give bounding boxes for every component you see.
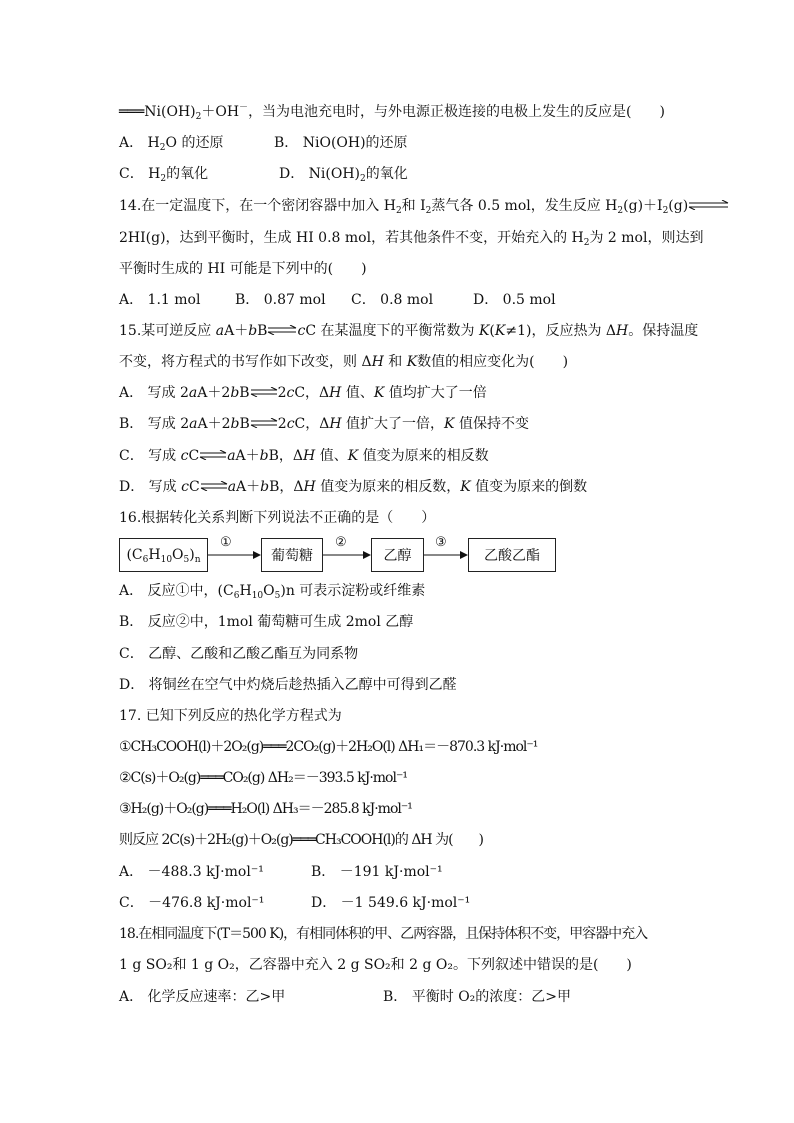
q18-option-a[interactable]: A． 化学反应速率：乙>甲: [119, 989, 286, 1005]
flow-step-1-label: ①: [220, 535, 232, 550]
flow-box-polysaccharide: $(C_6H_{10}O_5)_n$: [119, 538, 208, 572]
q18-options-row1: [119, 987, 572, 1007]
q17-option-a[interactable]: A． －488.3 kJ·mol⁻¹: [119, 864, 264, 880]
q17-reaction-2: ②C(s)＋O₂(g)═══CO₂(g) ΔH₂＝－393.5 kJ·mol⁻¹: [119, 770, 407, 786]
q16-stem: 16.根据转化关系判断下列说法不正确的是（ ）: [119, 510, 436, 526]
q17-option-c[interactable]: C． －476.8 kJ·mol⁻¹: [119, 895, 265, 911]
equilibrium-arrow-icon: [200, 479, 228, 495]
q16-option-d[interactable]: D． 将铜丝在空气中灼烧后趁热插入乙醇中可得到乙醛: [119, 677, 457, 693]
flow-box-ethanol: 乙醇: [371, 538, 424, 572]
q17-option-d[interactable]: D． －1 549.6 kJ·mol⁻¹: [311, 895, 471, 911]
q13-continuation: $═══Ni(OH)_2+OH^-$，当为电池充电时，与外电源正极连接的电极上发生的反应是( ): [119, 103, 665, 122]
equilibrium-arrow-icon: [250, 385, 278, 401]
q17-reaction-1: ①CH₃COOH(l)＋2O₂(g)═══2CO₂(g)＋2H₂O(l) ΔH₁＝－870.3 kJ·mol⁻¹: [119, 739, 538, 755]
q17-reaction-3: ③H₂(g)＋O₂(g)═══H₂O(l) ΔH₃＝－285.8 kJ·mol⁻¹: [119, 801, 412, 817]
q14-stem-line2: 2HI(g)，达到平衡时，生成 HI 0.8 mol，若其他条件不变，开始充入的 $H_2$为 2 mol，则达到: [119, 230, 704, 248]
q15-stem-line1: 15.某可逆反应 aA＋bB cC 在某温度下的平衡常数为 K(K≠1)，反应热为 ΔH。保持温度: [119, 323, 699, 339]
q17-stem: 17. 已知下列反应的热化学方程式为: [119, 708, 342, 724]
q14-stem-line3: 平衡时生成的 HI 可能是下列中的( ): [119, 261, 367, 277]
q13-option-c[interactable]: C． $H_2$的氧化: [119, 166, 209, 184]
q15-option-b[interactable]: B． 写成 2aA＋2bB 2cC，ΔH 值扩大了一倍，K 值保持不变: [119, 416, 529, 432]
q13-options-row1: [119, 133, 408, 153]
q17-option-b[interactable]: B． －191 kJ·mol⁻¹: [311, 864, 443, 880]
flow-box-glucose: 葡萄糖: [261, 538, 323, 572]
q14-option-b[interactable]: B． 0.87 mol: [235, 292, 326, 308]
q15-option-a[interactable]: A． 写成 2aA＋2bB 2cC，ΔH 值、K 值均扩大了一倍: [119, 385, 487, 401]
q18-stem-line1: 18.在相同温度下(T＝500 K)，有相同体积的甲、乙两容器，且保持体积不变，甲容器中充入: [119, 926, 648, 942]
q14-option-a[interactable]: A． 1.1 mol: [119, 292, 201, 308]
q15-option-d[interactable]: D． 写成 cC aA＋bB，ΔH 值变为原来的相反数，K 值变为原来的倒数: [119, 479, 588, 495]
conversion-flow-diagram: [119, 536, 579, 576]
q15-stem-line2: 不变，将方程式的书写作如下改变，则 ΔH 和 K数值的相应变化为( ): [119, 354, 569, 370]
q18-option-b[interactable]: B． 平衡时 O₂的浓度：乙>甲: [383, 989, 572, 1005]
q14-option-d[interactable]: D． 0.5 mol: [473, 292, 556, 308]
q13-option-b[interactable]: B． NiO(OH)的还原: [274, 135, 408, 151]
q18-stem-line2: 1 g SO₂和 1 g O₂，乙容器中充入 2 g SO₂和 2 g O₂。下列叙述中错误的是( ): [119, 957, 632, 973]
q14-options: [119, 290, 556, 310]
q16-option-c[interactable]: C． 乙醇、乙酸和乙酸乙酯互为同系物: [119, 646, 359, 662]
q17-options-row2: [119, 893, 471, 913]
q13-options-row2: [119, 164, 408, 184]
equilibrium-arrow-icon: [688, 198, 730, 214]
equilibrium-arrow-icon: [199, 448, 227, 464]
q14-stem-line1: 14.在一定温度下，在一个密闭容器中加入 $H_2$和 $I_2$蒸气各 0.5 mol，发生反应 $H_2(g)+I_2(g)$: [119, 196, 730, 216]
q16-option-a[interactable]: A． 反应①中，$(C_6H_{10}O_5)n$ 可表示淀粉或纤维素: [119, 583, 426, 601]
equilibrium-arrow-icon: [267, 323, 297, 339]
q15-option-c[interactable]: C． 写成 cC aA＋bB，ΔH 值、K 值变为原来的相反数: [119, 448, 489, 464]
flow-step-2-label: ②: [335, 535, 347, 550]
q17-options-row1: [119, 862, 443, 882]
flow-box-ethyl-acetate: 乙酸乙酯: [468, 538, 556, 572]
q16-option-b[interactable]: B． 反应②中，1mol 葡萄糖可生成 2mol 乙醇: [119, 614, 414, 630]
q17-question: 则反应 2C(s)＋2H₂(g)＋O₂(g)═══CH₃COOH(l)的 ΔH 为( ): [119, 832, 484, 848]
q14-option-c[interactable]: C． 0.8 mol: [351, 292, 434, 308]
equilibrium-arrow-icon: [250, 416, 278, 432]
q13-option-d[interactable]: D． $Ni(OH)_2$的氧化: [279, 166, 408, 184]
flow-step-3-label: ③: [435, 535, 447, 550]
q13-option-a[interactable]: A． $H_2O$ 的还原: [119, 135, 224, 153]
